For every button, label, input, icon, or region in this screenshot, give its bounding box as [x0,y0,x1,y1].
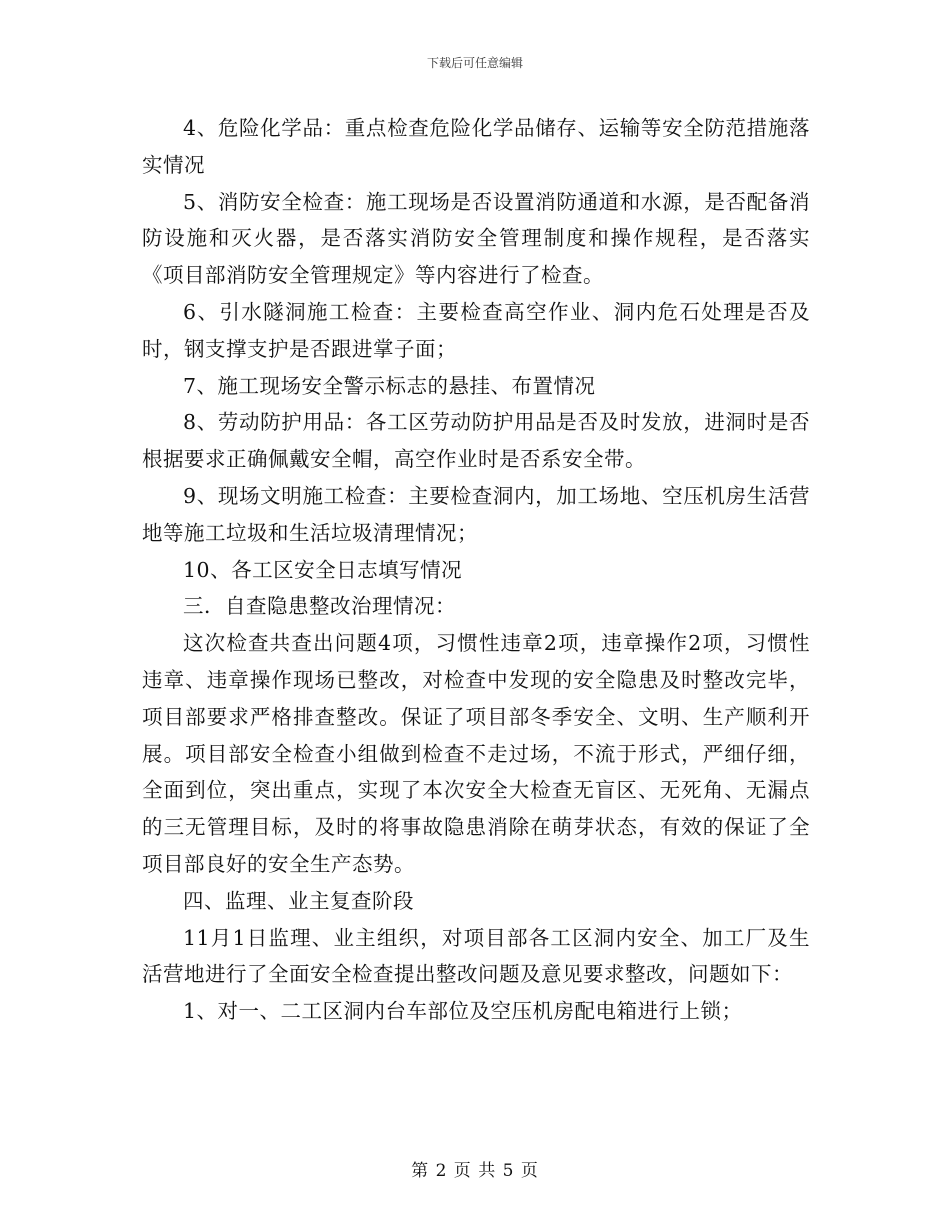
paragraph-review-item-1: 1、对一、二工区洞内台车部位及空压机房配电箱进行上锁； [183,999,743,1024]
paragraph-item-7: 7、施工现场安全警示标志的悬挂、布置情况 [183,373,596,398]
document-body [142,110,810,1030]
paragraph-item-4: 4、危险化学品：重点检查危险化学品储存、运输等安全防范措施落实情况 [142,116,810,177]
paragraph-item-5: 5、消防安全检查：施工现场是否设置消防通道和水源，是否配备消防设施和灭火器，是否落实消防安全管理制度和操作规程，是否落实《项目部消防安全管理规定》等内容进行了检查。 [142,189,810,288]
paragraph-item-6: 6、引水隧洞施工检查：主要检查高空作业、洞内危石处理是否及时，钢支撑支护是否跟进掌子面； [142,299,810,361]
paragraph-review-intro: 11月1日监理、业主组织，对项目部各工区洞内安全、加工厂及生活营地进行了全面安全检查提出整改问题及意见要求整改，问题如下： [142,925,810,987]
paragraph-item-8: 8、劳动防护用品：各工区劳动防护用品是否及时发放，进洞时是否根据要求正确佩戴安全帽，高空作业时是否系安全带。 [142,410,810,472]
paragraph-item-9: 9、现场文明施工检查：主要检查洞内，加工场地、空压机房生活营地等施工垃圾和生活垃圾清理情况； [142,483,810,545]
page-header: 下载后可任意编辑 [426,56,523,70]
section-heading-4: 四、监理、业主复查阶段 [183,888,414,913]
section-heading-3: 三．自查隐患整改治理情况： [183,594,456,619]
page-footer: 第 2 页 共 5 页 [411,1161,539,1181]
paragraph-item-10: 10、各工区安全日志填写情况 [183,557,463,582]
paragraph-summary: 这次检查共查出问题4项，习惯性违章2项，违章操作2项，习惯性违章、违章操作现场已整改，对检查中发现的安全隐患及时整改完毕，项目部要求严格排查整改。保证了项目部冬季安全、文明、生产顺利开展。项目部安全检查小组做到检查不走过场，不流于形式，严细仔细，全面到位，突出重点，实现了本次安全大检查无盲区、无死角、无漏点的三无管理目标，及时的将事故隐患消除在萌芽状态，有效的保证了全项目部良好的安全生产态势。 [142,631,810,876]
